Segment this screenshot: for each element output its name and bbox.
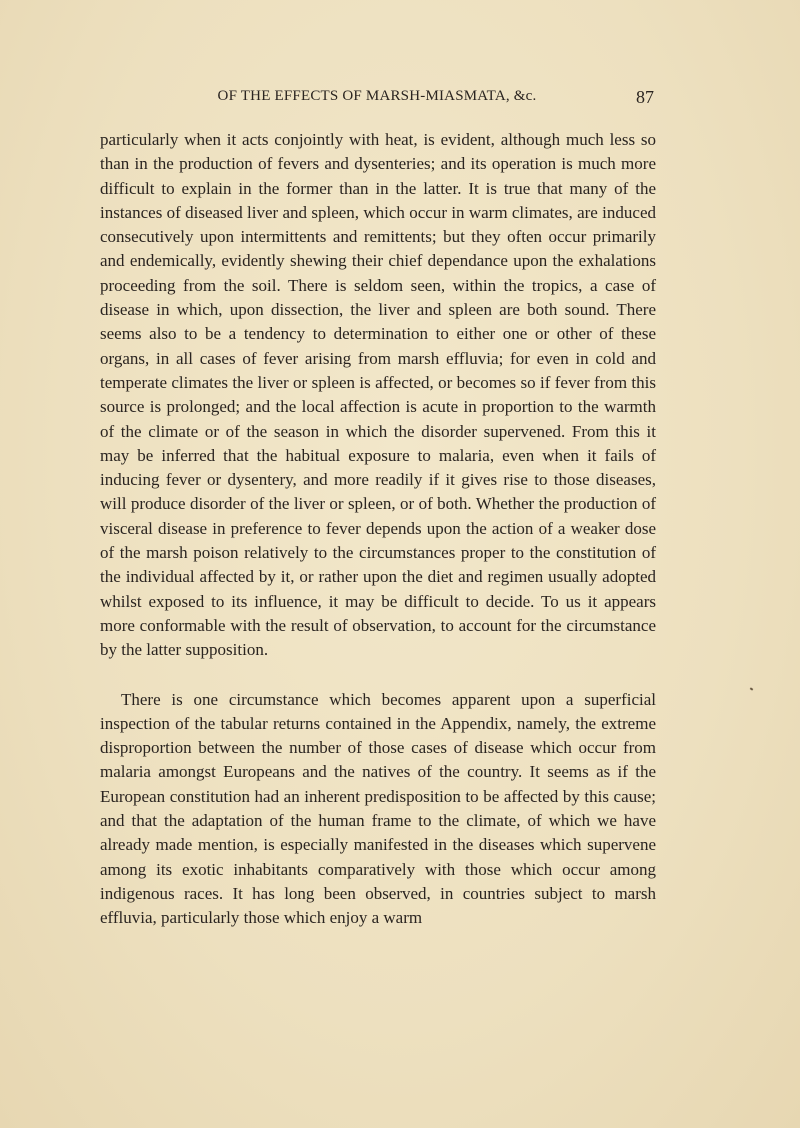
paper-speck <box>750 687 754 690</box>
page-number: 87 <box>636 87 654 107</box>
paragraph-2: There is one circumstance which becomes apparent upon a superficial inspection of the tabular returns contained in the Appendix, namely, the extreme disproportion between the number of those cases of disease which occur from malaria amongst Europeans and the natives of the country. It seems as if the European constitution had an inherent predisposition to be affected by this cause; and that the adaptation of the human frame to the climate, of which we have already made mention, is especially manifested in the diseases which supervene among its exotic inhabitants comparatively with those which occur among indigenous races. It has long been observed, in countries subject to marsh effluvia, particularly those which enjoy a warm <box>100 689 656 928</box>
running-title: OF THE EFFECTS OF MARSH-MIASMATA, &c. <box>217 88 537 104</box>
body-text <box>100 128 656 931</box>
running-head <box>100 88 654 110</box>
paragraph-1: particularly when it acts conjointly with heat, is evident, although much less so than in the production of fevers and dysenteries; and its operation is much more difficult to explain in the former than in the latter. It is true that many of the instances of diseased liver and spleen, which occur in warm climates, are induced consecutively upon intermittents and remittents; but they often occur primarily and endemically, evidently shewing their chief dependance upon the exhalations proceeding from the soil. There is seldom seen, within the tropics, a case of disease in which, upon dissection, the liver and spleen are both sound. There seems also to be a tendency to determination to either one or other of these organs, in all cases of fever arising from marsh effluvia; for even in cold and temperate climates the liver or spleen is affected, or becomes so if fever from this source is prolonged; and the local affection is acute in proportion to the warmth of the climate or of the season in which the disorder supervened. From this it may be inferred that the habitual exposure to malaria, even when it fails of inducing fever or dysentery, and more readily if it gives rise to those diseases, will produce disorder of the liver or spleen, or of both. Whether the production of visceral disease in preference to fever depends upon the action of a weaker dose of the marsh poison relatively to the circumstances proper to the constitution of the individual affected by it, or rather upon the diet and regimen usually adopted whilst exposed to its influence, it may be difficult to decide. To us it appears more conformable with the result of observation, to account for the circumstance by the latter supposition. <box>100 130 656 660</box>
